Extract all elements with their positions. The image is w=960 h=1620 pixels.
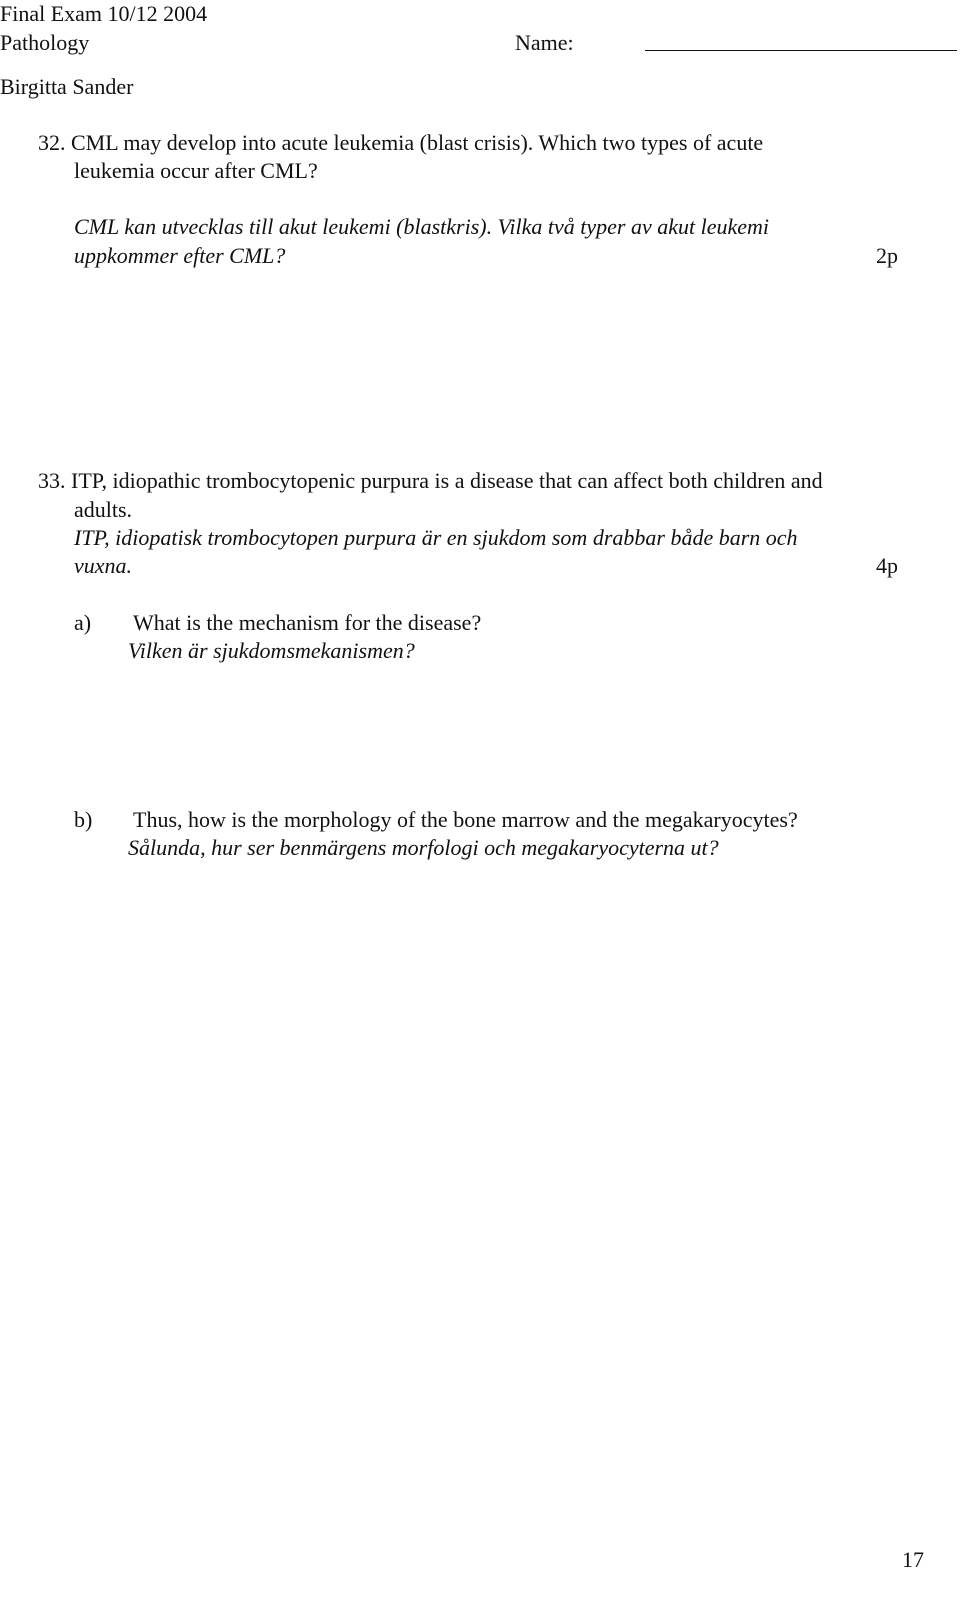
q33b-swedish: Sålunda, hur ser benmärgens morfologi och megakaryocyterna ut? — [128, 835, 719, 860]
q33a-english: What is the mechanism for the disease? — [133, 610, 482, 635]
exam-title: Final Exam 10/12 2004 — [0, 1, 208, 26]
q33-english-line-1: 33. ITP, idiopathic trombocytopenic purpura is a disease that can affect both children and — [38, 468, 823, 493]
q33b-label: b) — [74, 807, 93, 832]
q32-english-line-1: 32. CML may develop into acute leukemia (blast crisis). Which two types of acute — [38, 130, 764, 155]
q33a-label: a) — [74, 610, 92, 635]
q33-english-line-2: adults. — [74, 497, 133, 522]
q32-english-line-2: leukemia occur after CML? — [74, 158, 318, 183]
q32-swedish-line-2: uppkommer efter CML? — [74, 243, 286, 268]
page-number: 17 — [902, 1547, 924, 1572]
subject: Pathology — [0, 30, 90, 55]
q32-points: 2p — [876, 243, 898, 268]
q33-points: 4p — [876, 553, 898, 578]
name-label: Name: — [515, 30, 574, 55]
q33-swedish-line-2: vuxna. — [74, 553, 133, 578]
q33b-english: Thus, how is the morphology of the bone marrow and the megakaryocytes? — [133, 807, 798, 832]
name-answer-line[interactable] — [645, 50, 957, 51]
author: Birgitta Sander — [0, 74, 134, 99]
q32-swedish-line-1: CML kan utvecklas till akut leukemi (blastkris). Vilka två typer av akut leukemi — [74, 214, 770, 239]
q33a-swedish: Vilken är sjukdomsmekanismen? — [128, 638, 415, 663]
q33-swedish-line-1: ITP, idiopatisk trombocytopen purpura är en sjukdom som drabbar både barn och — [74, 525, 798, 550]
